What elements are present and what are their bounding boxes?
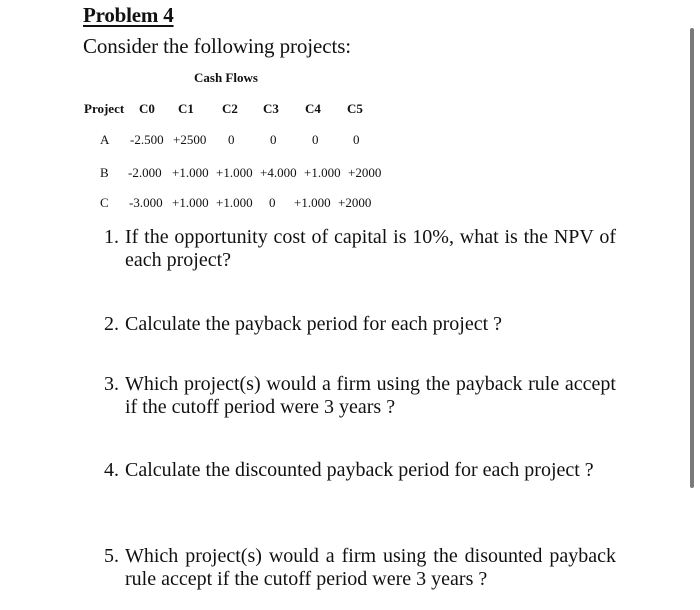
question-number: 4. — [104, 459, 119, 481]
question-text: Which project(s) would a firm using the payback rule accept if the cutoff period were 3 years ? — [125, 373, 616, 418]
table-cell: 0 — [353, 132, 360, 147]
question-number: 2. — [104, 313, 119, 335]
table-cell: +1.000 — [294, 195, 331, 210]
table-cell: +1.000 — [304, 165, 341, 180]
table-cell: +4.000 — [260, 165, 297, 180]
question-number: 3. — [104, 373, 119, 395]
table-cell: +2500 — [173, 132, 207, 147]
question-4 — [104, 459, 616, 482]
table-cell: 0 — [270, 132, 277, 147]
question-number: 1. — [104, 226, 119, 248]
table-cell: 0 — [312, 132, 319, 147]
problem-title: Problem 4 — [83, 3, 174, 27]
question-number: 5. — [104, 545, 119, 567]
column-header-c0: C0 — [139, 101, 155, 116]
table-cell: +1.000 — [172, 195, 209, 210]
table-cell: 0 — [228, 132, 235, 147]
table-cell: -2.500 — [130, 132, 164, 147]
row-label: A — [100, 132, 110, 147]
question-1 — [104, 226, 616, 272]
question-text: Which project(s) would a firm using the disounted payback rule accept if the cutoff period were 3 years ? — [125, 545, 616, 590]
scrollbar[interactable] — [690, 28, 694, 488]
question-5 — [104, 545, 616, 591]
table-cell: -2.000 — [128, 165, 162, 180]
column-header-c3: C3 — [263, 101, 279, 116]
row-label: B — [100, 165, 109, 180]
cash-flows-header: Cash Flows — [194, 70, 258, 85]
table-cell: +1.000 — [216, 195, 253, 210]
question-text: Calculate the discounted payback period for each project ? — [125, 459, 594, 481]
question-text: If the opportunity cost of capital is 10%, what is the NPV of each project? — [125, 226, 616, 271]
table-cell: -3.000 — [129, 195, 163, 210]
column-header-c2: C2 — [222, 101, 238, 116]
table-cell: +1.000 — [216, 165, 253, 180]
column-header-c1: C1 — [178, 101, 194, 116]
table-cell: +2000 — [348, 165, 382, 180]
table-cell: 0 — [269, 195, 276, 210]
problem-intro: Consider the following projects: — [83, 34, 352, 58]
question-2 — [104, 313, 616, 336]
column-header-c4: C4 — [305, 101, 321, 116]
question-text: Calculate the payback period for each project ? — [125, 313, 503, 335]
question-3 — [104, 373, 616, 419]
column-header-project: Project — [84, 101, 125, 116]
table-cell: +1.000 — [172, 165, 209, 180]
row-label: C — [100, 195, 109, 210]
table-cell: +2000 — [338, 195, 372, 210]
column-header-c5: C5 — [347, 101, 363, 116]
